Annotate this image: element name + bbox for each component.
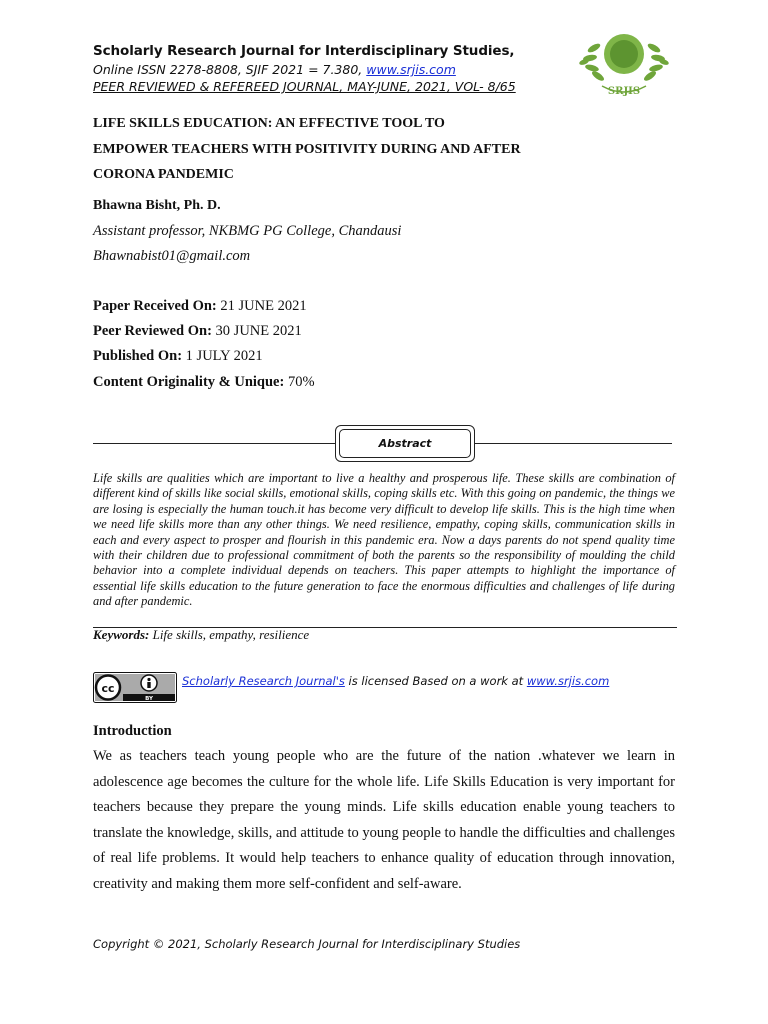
license-line <box>182 674 609 688</box>
originality-score: Content Originality & Unique: 70% <box>93 374 315 390</box>
cc-by-badge <box>93 672 177 703</box>
abstract-rule-right <box>475 443 672 444</box>
introduction-text: We as teachers teach young people who are the future of the nation .whatever we learn in adolescence age becomes the culture for the whole life. Life Skills Education is very important for teachers because they prepare the young minds. Life skills education enable young teachers to translate the knowledge, skills, and attitude to young people to handle the difficulties and challenges of real life problems. It would help teachers to enhance quality of education through innovation, creativity and making them more self-confident and self-aware. <box>93 748 675 892</box>
abstract-heading: Abstract <box>339 429 471 458</box>
received-date: Paper Received On: 21 JUNE 2021 <box>93 298 307 314</box>
title-line-3: CORONA PANDEMIC <box>93 167 234 182</box>
title-line-2: EMPOWER TEACHERS WITH POSITIVITY DURING AND AFTER <box>93 141 521 157</box>
journal-name: Scholarly Research Journal for Interdisciplinary Studies, <box>93 43 515 59</box>
issn-text: Online ISSN 2278-8808, SJIF 2021 = 7.380, <box>93 62 367 77</box>
abstract-text: Life skills are qualities which are important to live a healthy and prosperous life. These skills are combination of different kind of skills like social skills, emotional skills, coping skills etc. With this going on pandemic, the things we are losing is especially the human touch.it has become very difficult to develop life skills. This is the high time when we need life skills more than any other things. We need resilience, empathy, coping skills, communication skills in each and every aspect to prosper and flourish in this pandemic era. Now a days parents do not spend quality time with their children due to professional commitment of both the parents so the responsibility of moulding the child behavior into a complete individual depends on teachers. This paper attempts to highlight the importance of essential life skills education to the future generation to face the enormous difficulties and challenges of life during and after pandemic. <box>93 471 675 609</box>
peer-review-line: PEER REVIEWED & REFEREED JOURNAL, MAY-JUNE, 2021, VOL- 8/65 <box>93 79 516 94</box>
published-date: Published On: 1 JULY 2021 <box>93 348 263 364</box>
keywords: Keywords: Life skills, empathy, resilience <box>93 627 310 642</box>
abstract-heading-box <box>335 425 475 462</box>
issn-line <box>93 62 456 77</box>
paper-title <box>93 111 613 188</box>
website-link[interactable]: www.srjis.com <box>366 62 456 77</box>
logo-text: SRJIS <box>607 86 641 97</box>
cc-label: cc <box>101 682 115 695</box>
license-site-link[interactable]: www.srjis.com <box>526 674 610 688</box>
abstract-rule-left <box>93 443 336 444</box>
introduction-heading: Introduction <box>93 723 172 739</box>
author-email: Bhawnabist01@gmail.com <box>93 248 251 264</box>
title-line-1: LIFE SKILLS EDUCATION: AN EFFECTIVE TOOL TO <box>93 116 445 131</box>
by-label: BY <box>145 696 153 702</box>
license-text: is licensed Based on a work at <box>344 674 527 688</box>
journal-license-link[interactable]: Scholarly Research Journal's <box>182 674 345 688</box>
author-affiliation: Assistant professor, NKBMG PG College, Chandausi <box>93 223 402 239</box>
copyright-footer: Copyright © 2021, Scholarly Research Journal for Interdisciplinary Studies <box>93 937 521 951</box>
srjis-logo <box>572 28 676 104</box>
reviewed-date: Peer Reviewed On: 30 JUNE 2021 <box>93 323 302 339</box>
author-name: Bhawna Bisht, Ph. D. <box>93 198 221 213</box>
